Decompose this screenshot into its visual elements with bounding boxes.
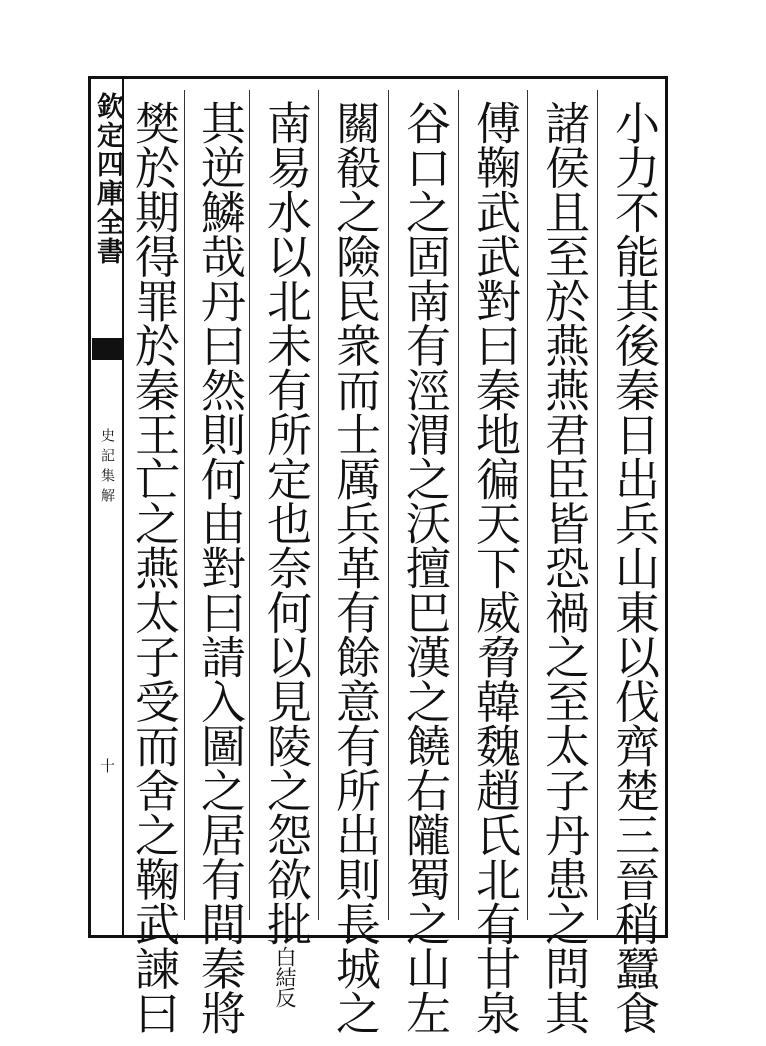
text-column-2: 諸侯且至於燕燕君臣皆恐禍之至太子丹患之問其 [537, 100, 590, 1035]
text-column-6 [256, 100, 314, 1007]
text-column-8: 樊於期得罪於秦王亡之燕太子受而舍之鞠武諫曰 [127, 100, 180, 1035]
column-rule [527, 90, 528, 920]
leaf-number: 十 [98, 758, 116, 773]
column-6-annotation: 白結反 [273, 945, 297, 1007]
column-rule [458, 90, 459, 920]
column-rule [184, 90, 185, 920]
section-title: 史記集解 [99, 428, 115, 508]
text-column-4: 谷口之固南有涇渭之沃擅巴漢之饒右隴蜀之山左 [398, 100, 451, 1035]
text-column-5: 關殽之險民衆而士厲兵革有餘意有所出則長城之 [328, 100, 381, 1035]
column-rule [388, 90, 389, 920]
text-column-1: 小力不能其後秦日出兵山東以伐齊楚三晉稍蠶食 [607, 100, 660, 1035]
column-rule [597, 90, 598, 920]
fishtail-mark [92, 338, 122, 360]
book-title: 欽定四庫全書 [92, 92, 123, 266]
column-6-main-text: 南易水以北未有所定也奈何以見陵之怨欲批 [259, 100, 312, 946]
text-column-3: 傅鞠武武對曰秦地徧天下威脅韓魏趙氏北有甘泉 [468, 100, 521, 1035]
column-rule [318, 90, 319, 920]
text-column-7: 其逆鱗哉丹曰然則何由對曰請入圖之居有間秦將 [193, 100, 246, 1035]
